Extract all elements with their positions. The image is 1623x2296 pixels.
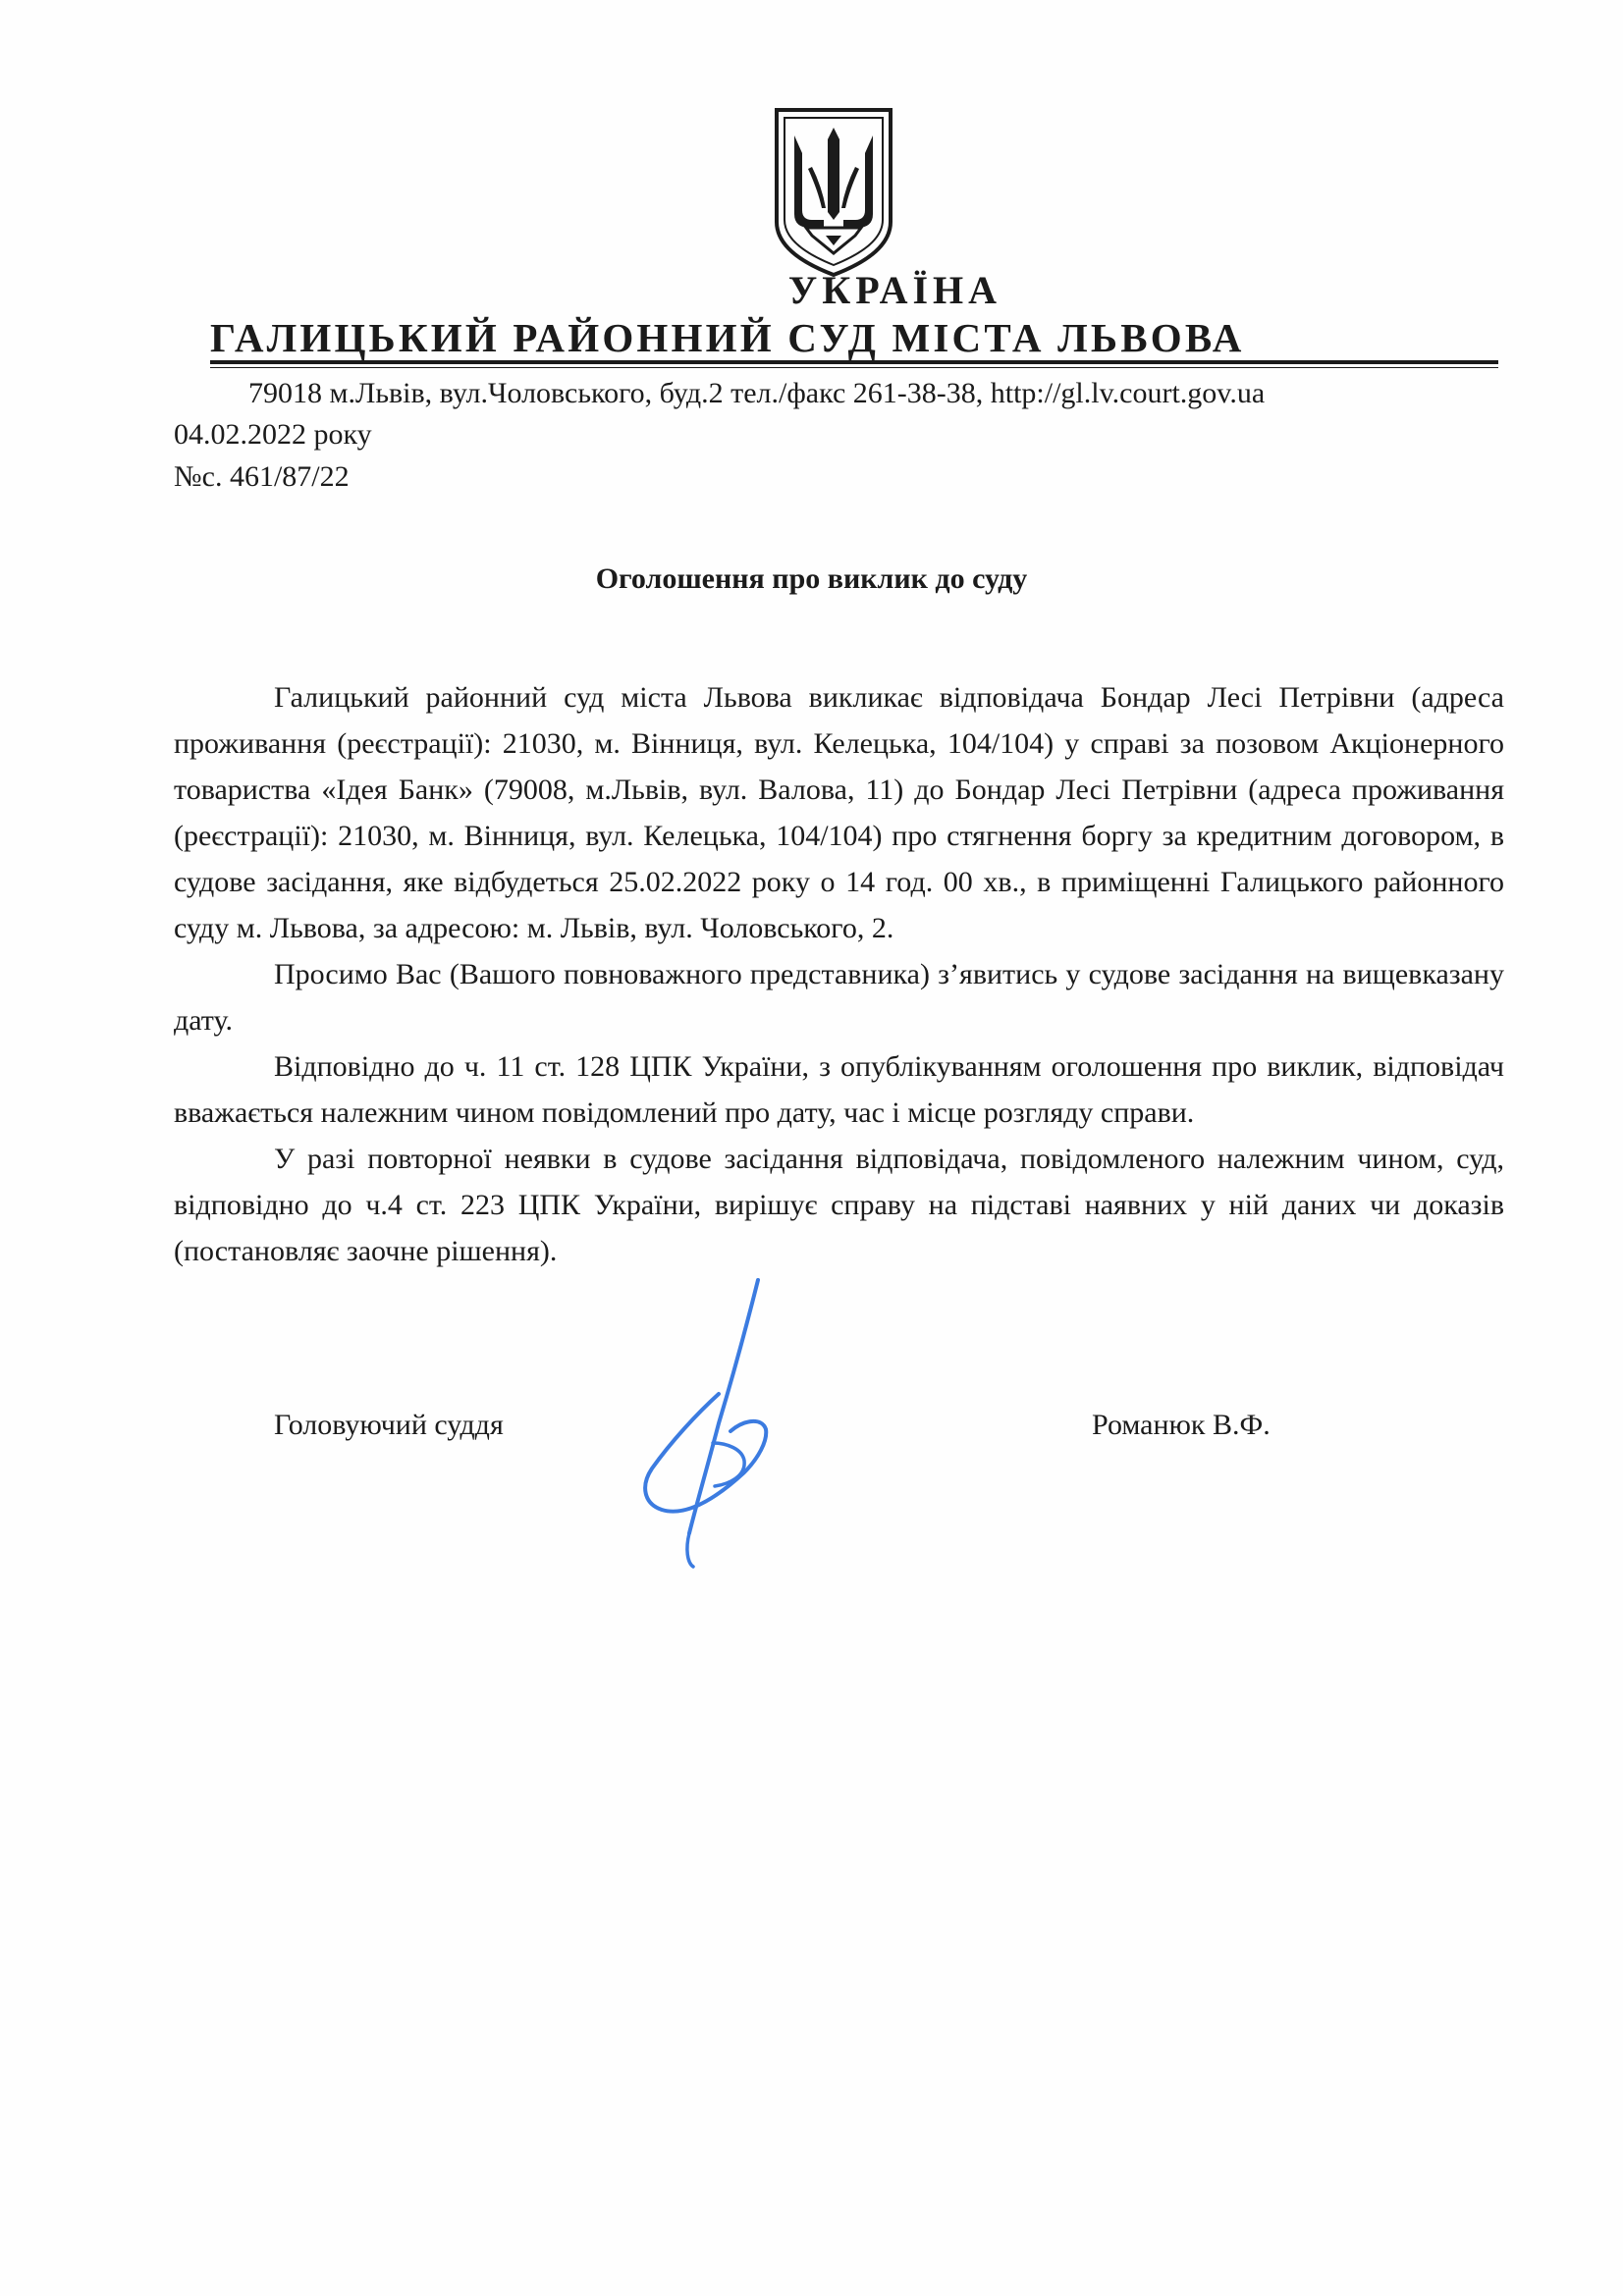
- case-number: №с. 461/87/22: [174, 460, 350, 493]
- court-name-heading: ГАЛИЦЬКИЙ РАЙОННИЙ СУД МІСТА ЛЬВОВА: [210, 315, 1245, 360]
- tryzub-coat-of-arms-icon: [773, 106, 894, 279]
- document-date: 04.02.2022 року: [174, 418, 372, 451]
- document-body: [174, 674, 1504, 1274]
- court-address-line: 79018 м.Львів, вул.Чоловського, буд.2 тел./факс 261-38-38, http://gl.lv.court.gov.ua: [248, 377, 1266, 409]
- document-title: Оголошення про виклик до суду: [595, 562, 1028, 595]
- signatory-name: Романюк В.Ф.: [1092, 1409, 1271, 1441]
- handwritten-signature: [628, 1276, 825, 1571]
- body-paragraph: Галицький районний суд міста Львова викликає відповідача Бондар Лесі Петрівни (адреса проживання (реєстрації): 21030, м. Вінниця, вул. Келецька, 104/104) у справі за позовом Акціонерного товариства «Ідея Банк» (79008, м.Львів, вул. Валова, 11) до Бондар Лесі Петрівни (адреса проживання (реєстрації): 21030, м. Вінниця, вул. Келецька, 104/104) про стягнення боргу за кредитним договором, в судове засідання, яке відбудеться 25.02.2022 року о 14 год. 00 хв., в приміщенні Галицького районного суду м. Львова, за адресою: м. Львів, вул. Чоловського, 2.: [174, 681, 1504, 944]
- signatory-role: Головуючий суддя: [274, 1409, 504, 1441]
- country-heading: УКРАЇНА: [787, 268, 1002, 312]
- body-paragraph: У разі повторної неявки в судове засідання відповідача, повідомленого належним чином, суд, відповідно до ч.4 ст. 223 ЦПК України, вирішує справу на підставі наявних у ній даних чи доказів (постановляє заочне рішення).: [174, 1143, 1504, 1267]
- body-paragraph: Відповідно до ч. 11 ст. 128 ЦПК України, з опублікуванням оголошення про виклик, відповідач вважається належним чином повідомлений про дату, час і місце розгляду справи.: [174, 1050, 1504, 1129]
- body-paragraph: Просимо Вас (Вашого повноважного представника) з’явитись у судове засідання на вищевказану дату.: [174, 958, 1504, 1037]
- header-divider-thin: [210, 367, 1498, 368]
- header-divider: [210, 360, 1498, 364]
